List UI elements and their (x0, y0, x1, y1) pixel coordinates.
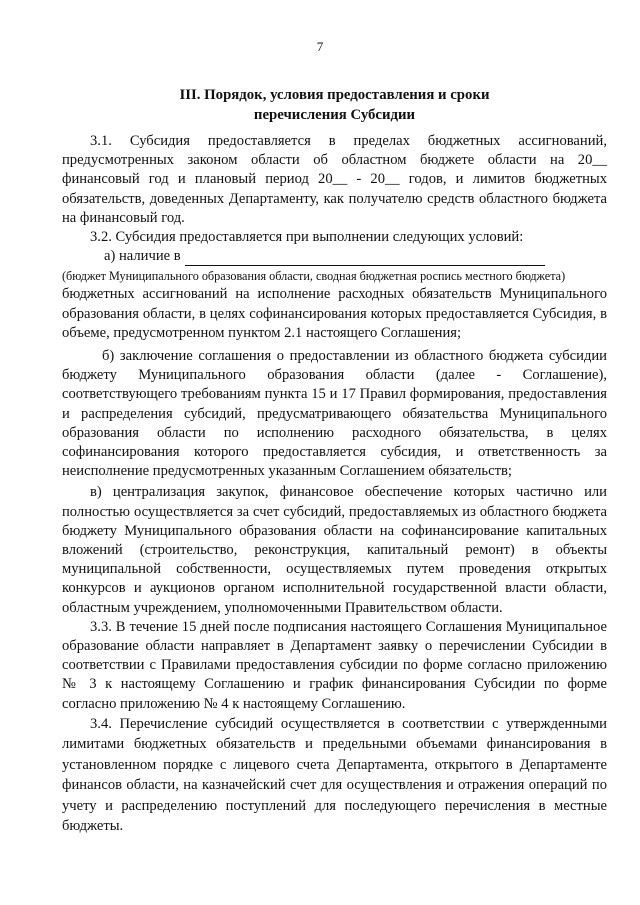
condition-a-label: а) наличие в (104, 248, 181, 265)
condition-b-text: б) заключение соглашения о предоставлении из областного бюджета субсидии бюджету Муниципального образования области (далее - Соглашение), соответствующего требованиям пункта 15 и 17 Правил формирования, предоставления и распределения субсидий, предусматривающего обязательства Муниципального образования области по исполнению расходного обязательства, в целях софинансирования которого предоставляется субсидия, и ответственность за неисполнение предусмотренных указанным Соглашением обязательств; (62, 348, 607, 480)
paragraph-3-1: 3.1. Субсидия предоставляется в пределах бюджетных ассигнований, предусмотренных законом области об областном бюджете области на 20__ финансовый год и плановый период 20__ - 20__ годов, и лимитов бюджетных обязательств, доведенных Департаменту, как получателю средств областного бюджета на финансовый год. (62, 133, 607, 226)
blank-caption: (бюджет Муниципального образования области, сводная бюджетная роспись местного бюджета) (62, 269, 566, 284)
condition-a-text: бюджетных ассигнований на исполнение расходных обязательств Муниципального образования области, в целях софинансирования которых предоставляется Субсидия, в объеме, предусмотренном пунктом 2.1 настоящего Соглашения; (62, 286, 607, 341)
paragraph-3-3: 3.3. В течение 15 дней после подписания настоящего Соглашения Муниципальное образование области направляет в Департамент заявку о перечислении Субсидии в соответствии с Правилами предоставления субсидии по форме согласно приложению № 3 к настоящему Соглашению и график финансирования Субсидии по форме согласно приложению № 4 к настоящему Соглашению. (62, 618, 607, 712)
paragraph-3-4: 3.4. Перечисление субсидий осуществляется в соответствии с утвержденными лимитами бюджетных обязательств и предельными объемами финансирования в установленном порядке с лицевого счета Департамента, открытого в Департаменте финансов области, на казначейский счет для осуществления и отражения операций по учету и распределению поступлений для последующего перечисления в местные бюджеты. (62, 715, 607, 835)
document-body (62, 132, 607, 837)
section-heading (62, 85, 607, 125)
heading-line-2: перечисления Субсидии (253, 107, 416, 123)
condition-v-text: в) централизация закупок, финансовое обеспечение которых частично или полностью осуществляется за счет субсидий, предоставляемых из областного бюджета бюджету Муниципального образования области на софинансирование капитальных вложений (строительство, реконструкция, капитальный ремонт) в объекты муниципальной собственности, осуществляемых путем проведения открытых конкурсов и аукционов органом исполнительной государственной власти области, областным учреждением, уполномоченными Правительством области. (62, 484, 607, 616)
condition-a-line (62, 247, 607, 266)
heading-line-1: III. Порядок, условия предоставления и сроки (179, 87, 490, 103)
page-number: 7 (316, 39, 324, 54)
paragraph-3-2: 3.2. Субсидия предоставляется при выполнении следующих условий: (90, 229, 524, 246)
fill-in-blank (185, 250, 545, 266)
